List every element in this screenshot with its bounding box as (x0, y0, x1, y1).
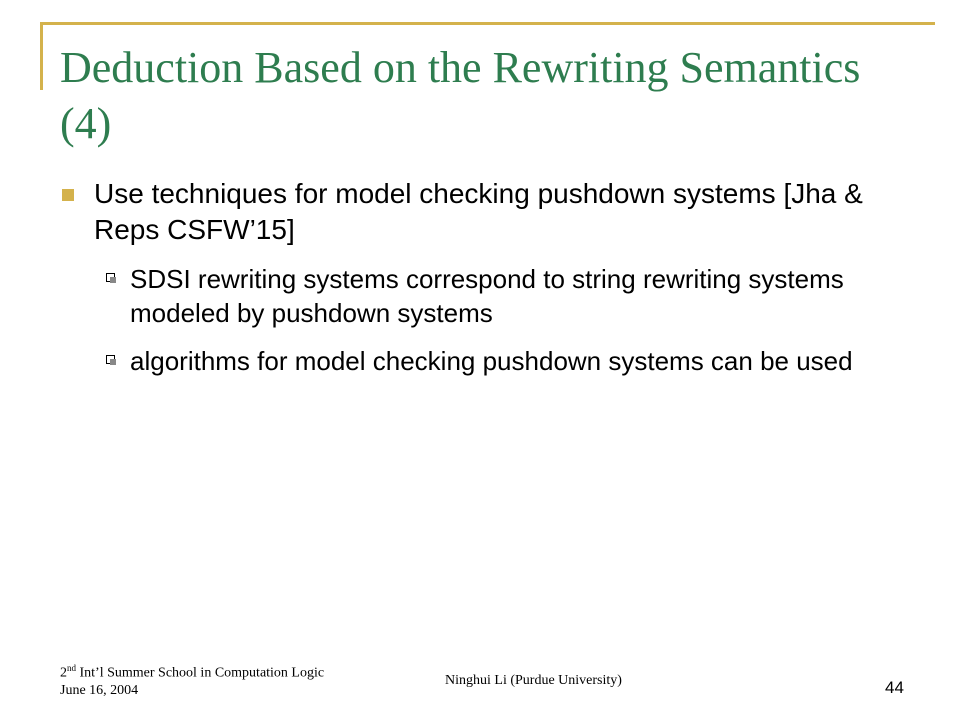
footer-conference-num: 2 (60, 665, 67, 681)
left-border-line (40, 22, 43, 90)
bullet-item (60, 176, 920, 248)
box-bullet-icon (106, 273, 115, 282)
footer-conference-sup: nd (67, 663, 76, 673)
footer-conference (60, 660, 324, 699)
box-bullet-icon (106, 355, 115, 364)
footer-author: Ninghui Li (Purdue University) (445, 673, 622, 688)
bullet-text: Use techniques for model checking pushdown systems [Jha & Reps CSFW’15] (94, 178, 863, 245)
sub-bullet-item (60, 262, 920, 330)
top-border-line (40, 22, 935, 25)
slide-title: Deduction Based on the Rewriting Semantics (4) (60, 43, 861, 148)
sub-bullet-item (60, 344, 920, 378)
page-number: 44 (885, 678, 904, 697)
footer-conference-text: Int’l Summer School in Computation Logic (76, 665, 325, 681)
sub-bullet-text: SDSI rewriting systems correspond to string rewriting systems modeled by pushdown systems (130, 264, 844, 328)
sub-bullet-text: algorithms for model checking pushdown systems can be used (130, 346, 853, 376)
square-bullet-icon (62, 189, 74, 201)
footer-date: June 16, 2004 (60, 682, 139, 698)
bullet-list (60, 176, 920, 378)
